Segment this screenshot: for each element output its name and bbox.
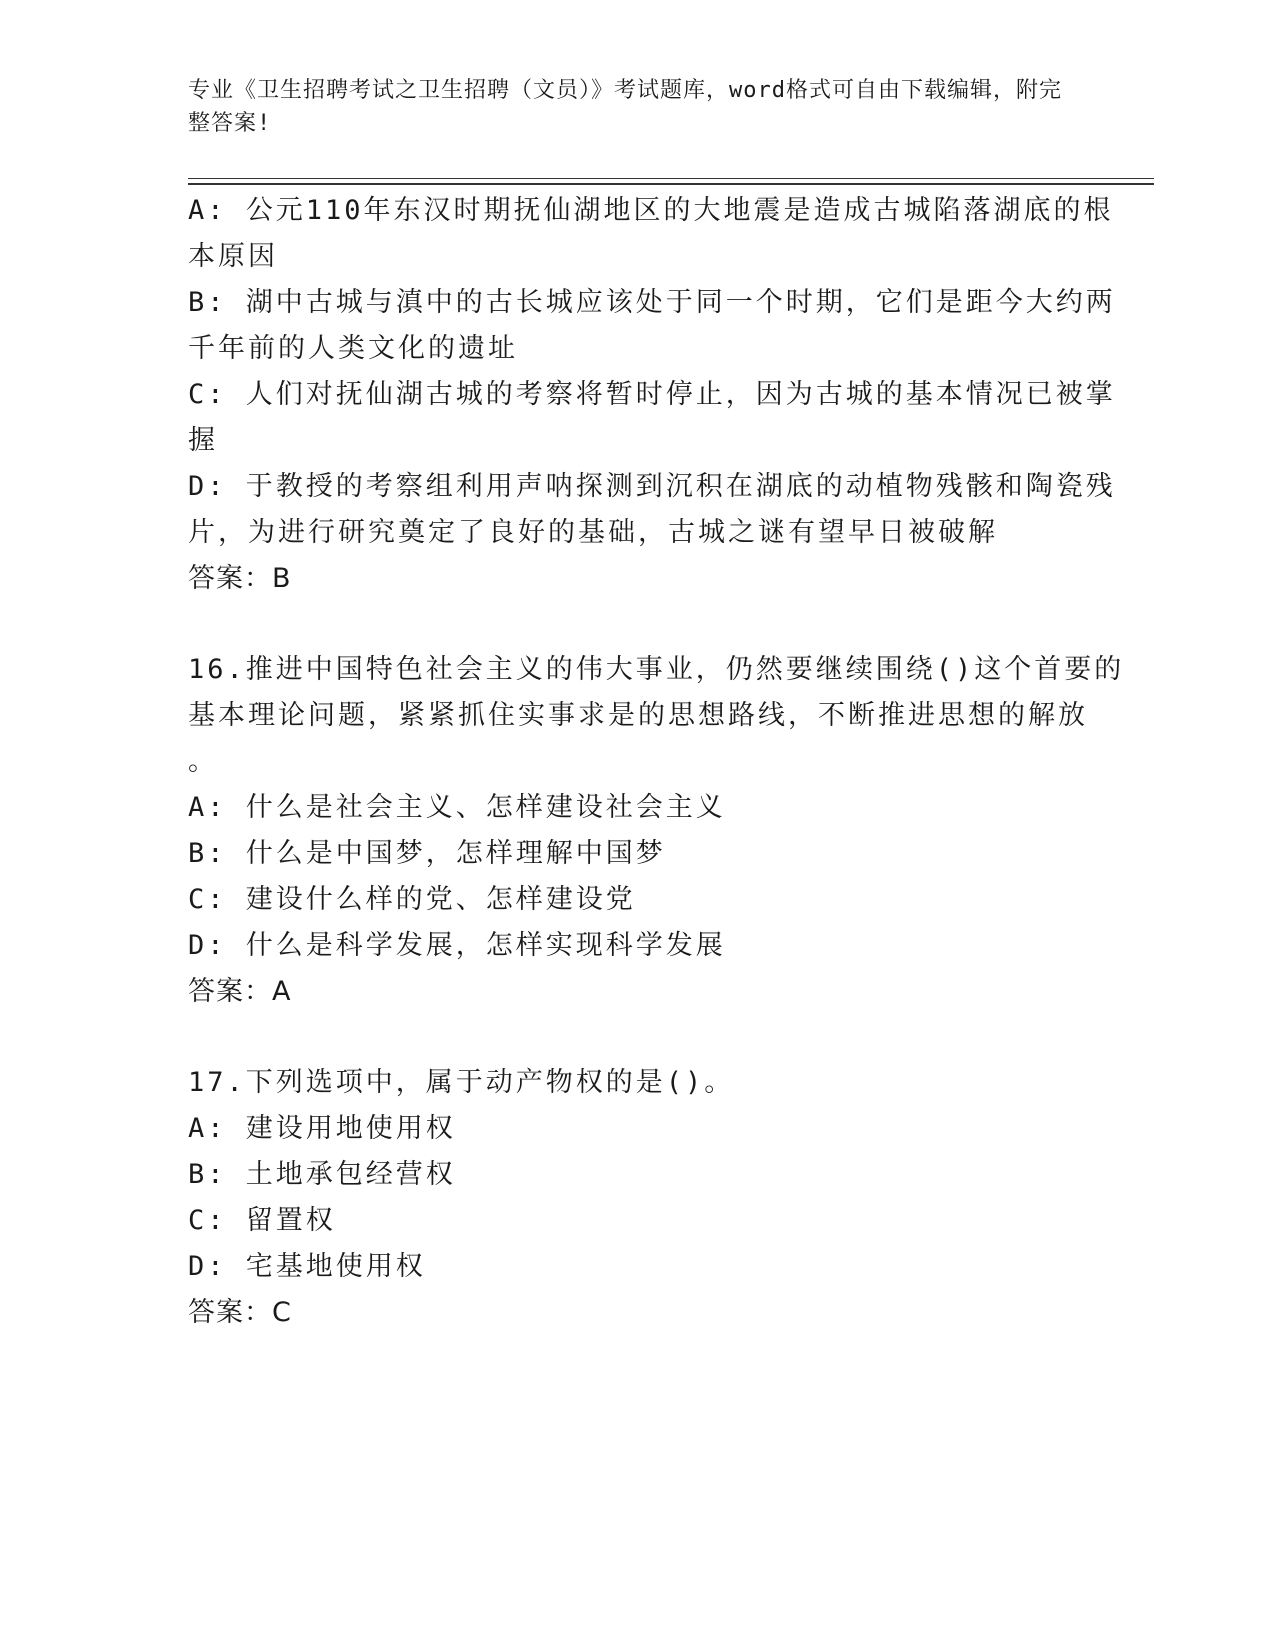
question-stem-end: 。 [188, 746, 218, 777]
option-a-continued: 本原因 [188, 241, 278, 272]
option-b: B: 什么是中国梦，怎样理解中国梦 [188, 838, 666, 869]
option-d: D: 宅基地使用权 [188, 1251, 426, 1282]
answer: 答案：A [188, 976, 292, 1007]
question-15-options [188, 188, 1116, 602]
question-stem-continued: 基本理论问题，紧紧抓住实事求是的思想路线，不断推进思想的解放 [188, 700, 1088, 731]
option-c: C: 建设什么样的党、怎样建设党 [188, 884, 636, 915]
page-header: 专业《卫生招聘考试之卫生招聘（文员）》考试题库，word格式可自由下载编辑，附完整答案! [188, 78, 1062, 136]
option-b: B: 土地承包经营权 [188, 1159, 456, 1190]
header-rule-thin [188, 178, 1154, 179]
option-c: C: 人们对抚仙湖古城的考察将暂时停止，因为古城的基本情况已被掌 [188, 379, 1116, 410]
question-stem: 16.推进中国特色社会主义的伟大事业，仍然要继续围绕()这个首要的 [188, 654, 1125, 685]
option-d-continued: 片，为进行研究奠定了良好的基础，古城之谜有望早日被破解 [188, 517, 998, 548]
answer: 答案：B [188, 563, 292, 594]
option-b: B: 湖中古城与滇中的古长城应该处于同一个时期，它们是距今大约两 [188, 287, 1116, 318]
question-stem: 17.下列选项中，属于动产物权的是()。 [188, 1067, 735, 1098]
spacer [188, 602, 1088, 647]
option-a: A: 公元110年东汉时期抚仙湖地区的大地震是造成古城陷落湖底的根 [188, 195, 1114, 226]
option-c: C: 留置权 [188, 1205, 336, 1236]
header-rule-thick [188, 183, 1154, 185]
option-a: A: 什么是社会主义、怎样建设社会主义 [188, 792, 726, 823]
option-a: A: 建设用地使用权 [188, 1113, 456, 1144]
question-16 [188, 647, 1125, 1015]
question-17 [188, 1060, 1088, 1336]
option-d: D: 什么是科学发展，怎样实现科学发展 [188, 930, 726, 961]
spacer [188, 1015, 1088, 1060]
question-content [188, 188, 1125, 1336]
option-d: D: 于教授的考察组利用声呐探测到沉积在湖底的动植物残骸和陶瓷残 [188, 471, 1116, 502]
option-c-continued: 握 [188, 425, 218, 456]
option-b-continued: 千年前的人类文化的遗址 [188, 333, 518, 364]
answer: 答案：C [188, 1297, 292, 1328]
